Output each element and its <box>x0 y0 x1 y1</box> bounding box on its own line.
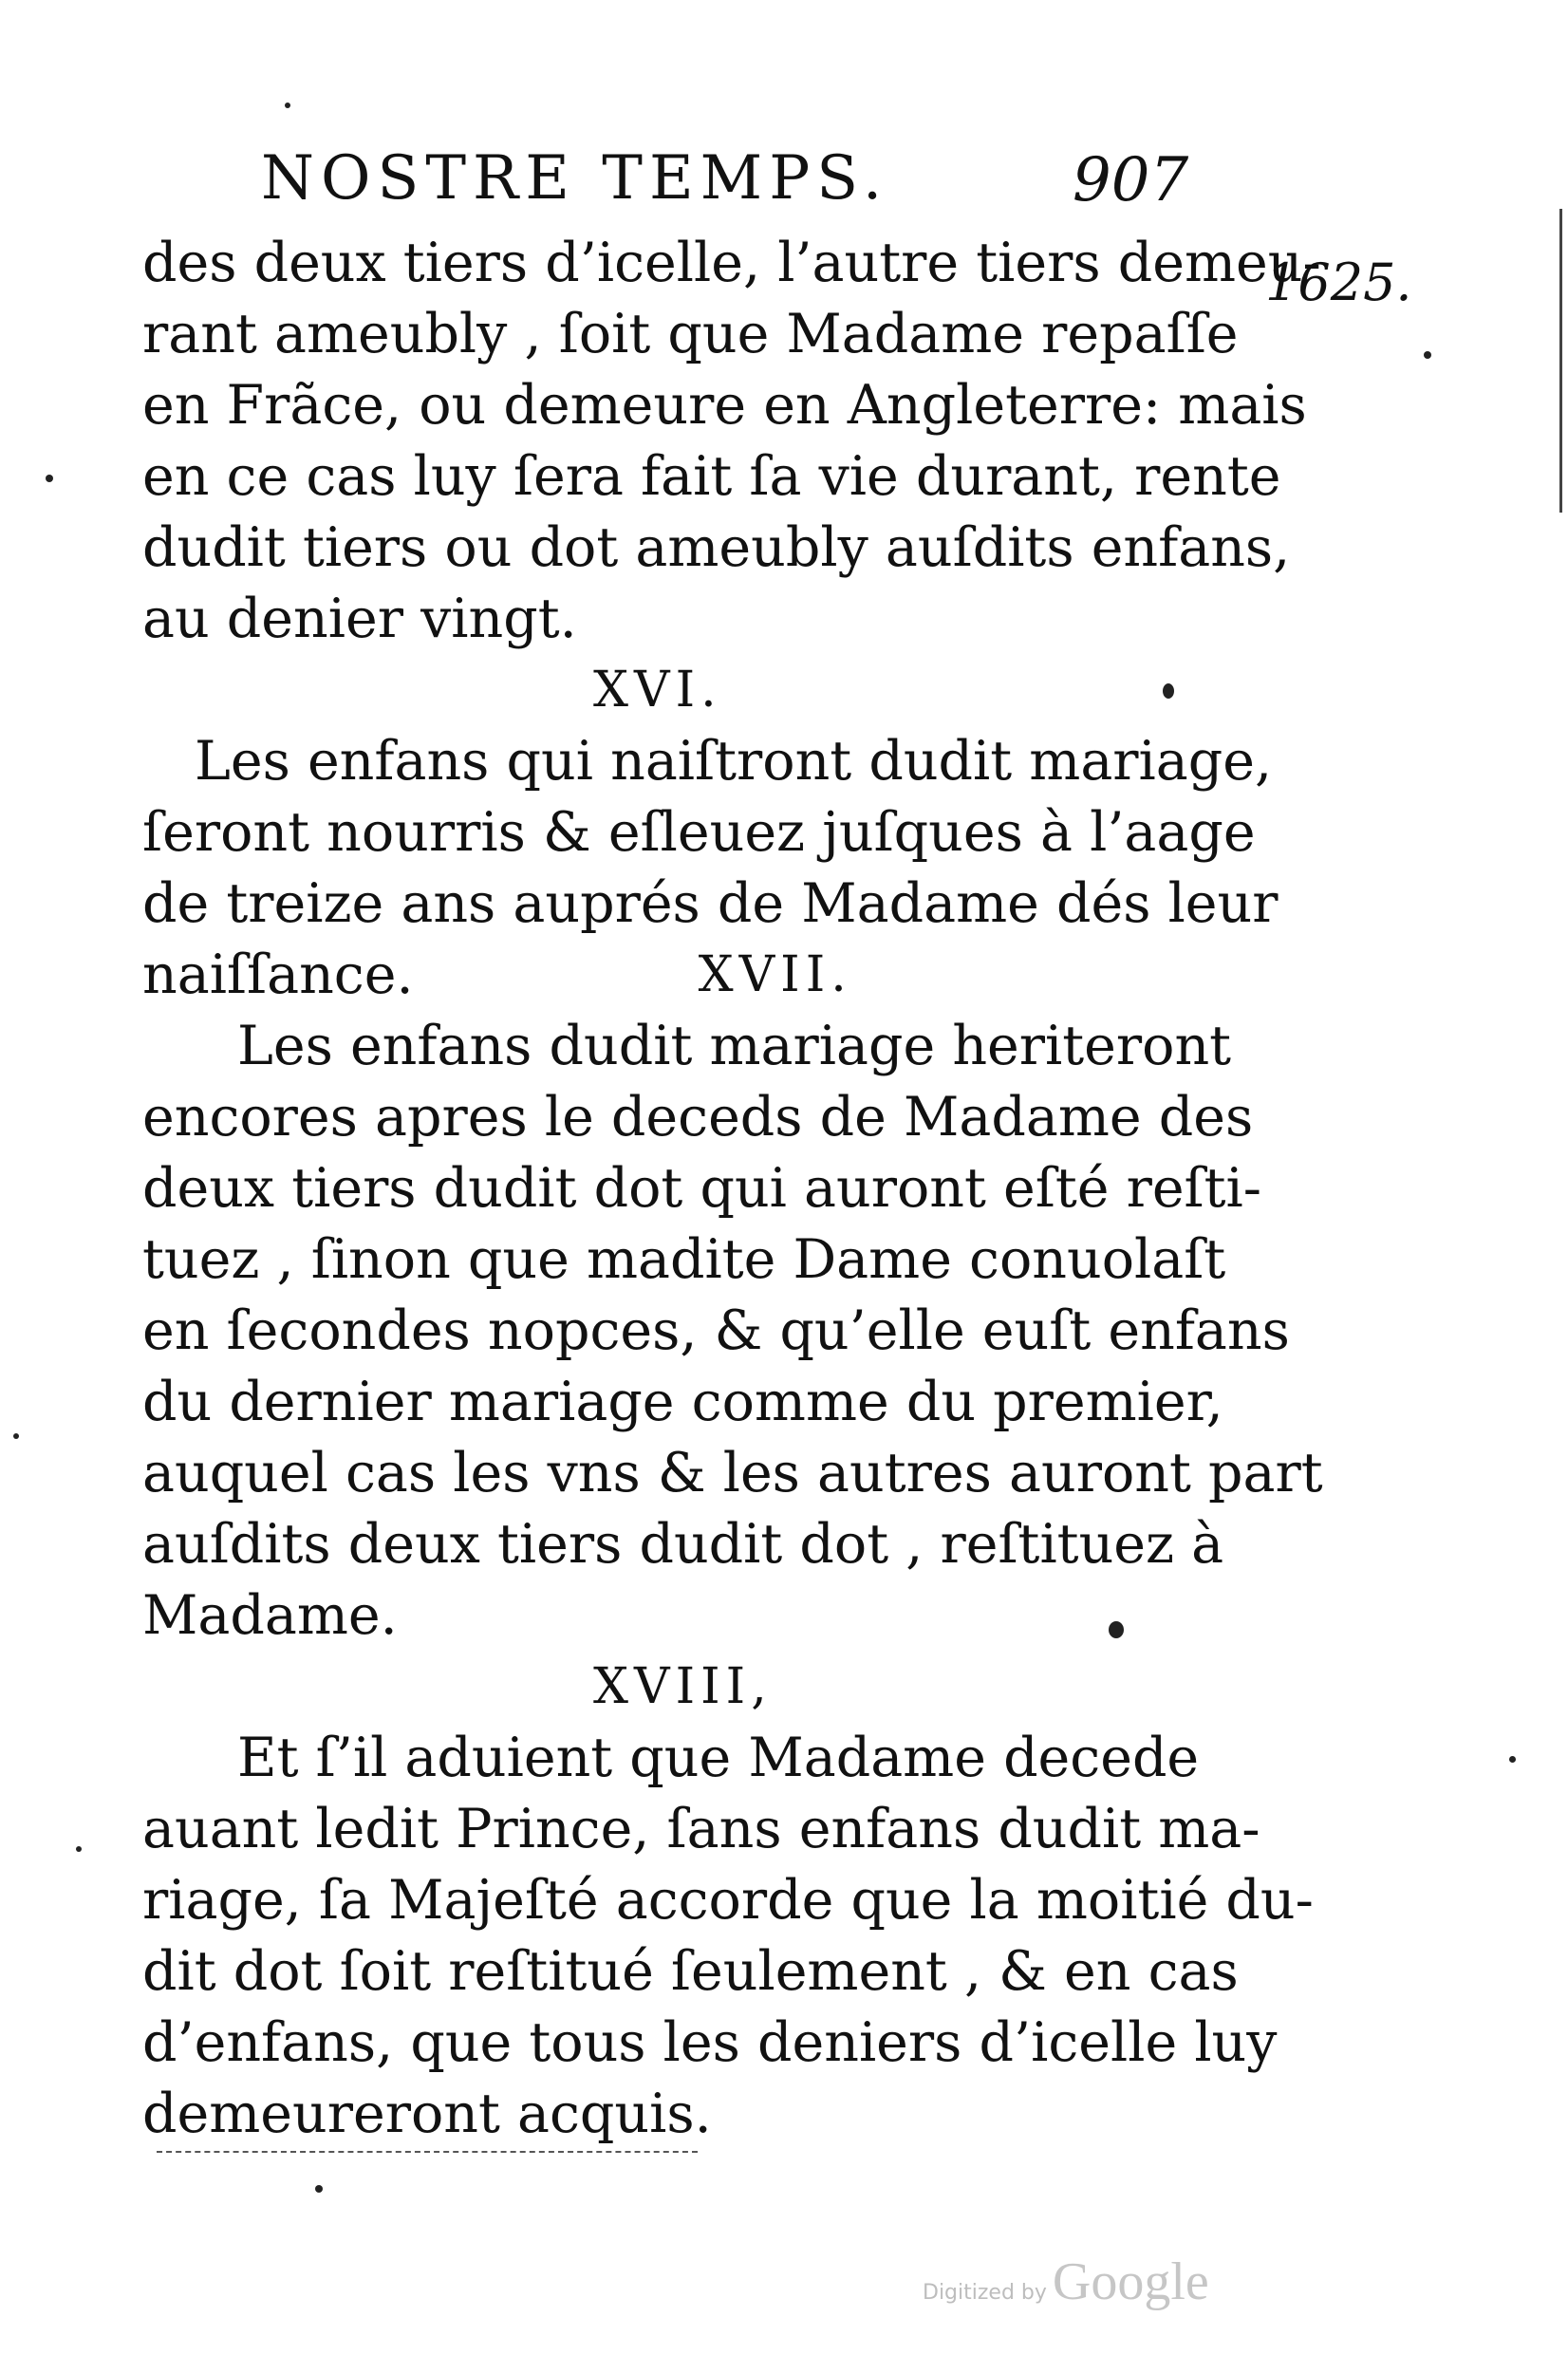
text-line: auant ledit Prince, ſans enfans dudit ma- <box>142 1798 1260 1860</box>
running-header: NOSTRE TEMPS. <box>261 143 889 214</box>
text-line: riage, ſa Majeſté accorde que la moitié du- <box>142 1869 1314 1932</box>
section-heading-xviii: XVIII, <box>593 1658 773 1715</box>
ink-speck <box>1109 1621 1124 1638</box>
text-line: du dernier mariage comme du premier, <box>142 1371 1223 1433</box>
google-logo: Google <box>1052 2252 1209 2311</box>
text-line: Les enfans qui naiſtront dudit mariage, <box>195 730 1273 793</box>
ink-speck <box>285 103 290 108</box>
text-line: auquel cas les vns & les autres auront part <box>142 1442 1323 1504</box>
text-line: deux tiers dudit dot qui auront eſté reſti- <box>142 1157 1262 1220</box>
digitized-by-watermark <box>923 2252 1209 2312</box>
watermark-prefix: Digitized by <box>923 2281 1047 2305</box>
text-line: auſdits deux tiers dudit dot , reſtituez à <box>142 1513 1224 1576</box>
text-line: en Frãce, ou demeure en Angleterre: mais <box>142 374 1307 437</box>
text-line: au denier vingt. <box>142 588 577 650</box>
page-number: 907 <box>1073 145 1189 215</box>
dashed-rule <box>157 2151 698 2153</box>
ink-speck <box>1163 683 1174 699</box>
text-line: en ce cas luy ſera fait ſa vie durant, rente <box>142 445 1281 508</box>
text-line: en ſecondes nopces, & qu’elle euſt enfans <box>142 1299 1290 1362</box>
section-heading-xvii: XVII. <box>698 946 852 1003</box>
ink-speck <box>1509 1756 1516 1763</box>
text-line: de treize ans auprés de Madame dés leur <box>142 872 1279 935</box>
text-line: d’enfans, que tous les deniers d’icelle luy <box>142 2011 1278 2074</box>
body-text <box>142 228 1323 2150</box>
section-heading-xvi: XVI. <box>593 662 722 719</box>
text-line: encores apres le deceds de Madame des <box>142 1086 1254 1149</box>
text-line: rant ameubly , ſoit que Madame repaſſe <box>142 303 1239 365</box>
text-line <box>142 940 1205 1011</box>
section-xvi-last-line: naiſſance. <box>142 944 414 1006</box>
text-line: tuez , ſinon que madite Dame conuolaſt <box>142 1228 1226 1291</box>
text-line: des deux tiers d’icelle, l’autre tiers demeu- <box>142 232 1321 294</box>
text-line: Et ſ’il aduient que Madame decede <box>237 1727 1200 1789</box>
ink-speck <box>46 475 53 482</box>
page-edge-shadow <box>1559 209 1562 513</box>
ink-speck <box>1424 351 1431 359</box>
text-line: dit dot ſoit reſtitué ſeulement , & en cas <box>142 1940 1239 2003</box>
text-line: dudit tiers ou dot ameubly auſdits enfans, <box>142 516 1291 579</box>
margin-year: 1625. <box>1265 252 1412 312</box>
ink-speck <box>13 1433 19 1439</box>
text-line: ſeront nourris & eſleuez juſques à l’aage <box>142 801 1256 864</box>
ink-speck <box>76 1846 82 1852</box>
text-line: Madame. <box>142 1584 398 1647</box>
text-line: demeureront acquis. <box>142 2083 712 2145</box>
text-line: Les enfans dudit mariage heriteront <box>237 1015 1232 1077</box>
ink-speck <box>315 2185 323 2193</box>
